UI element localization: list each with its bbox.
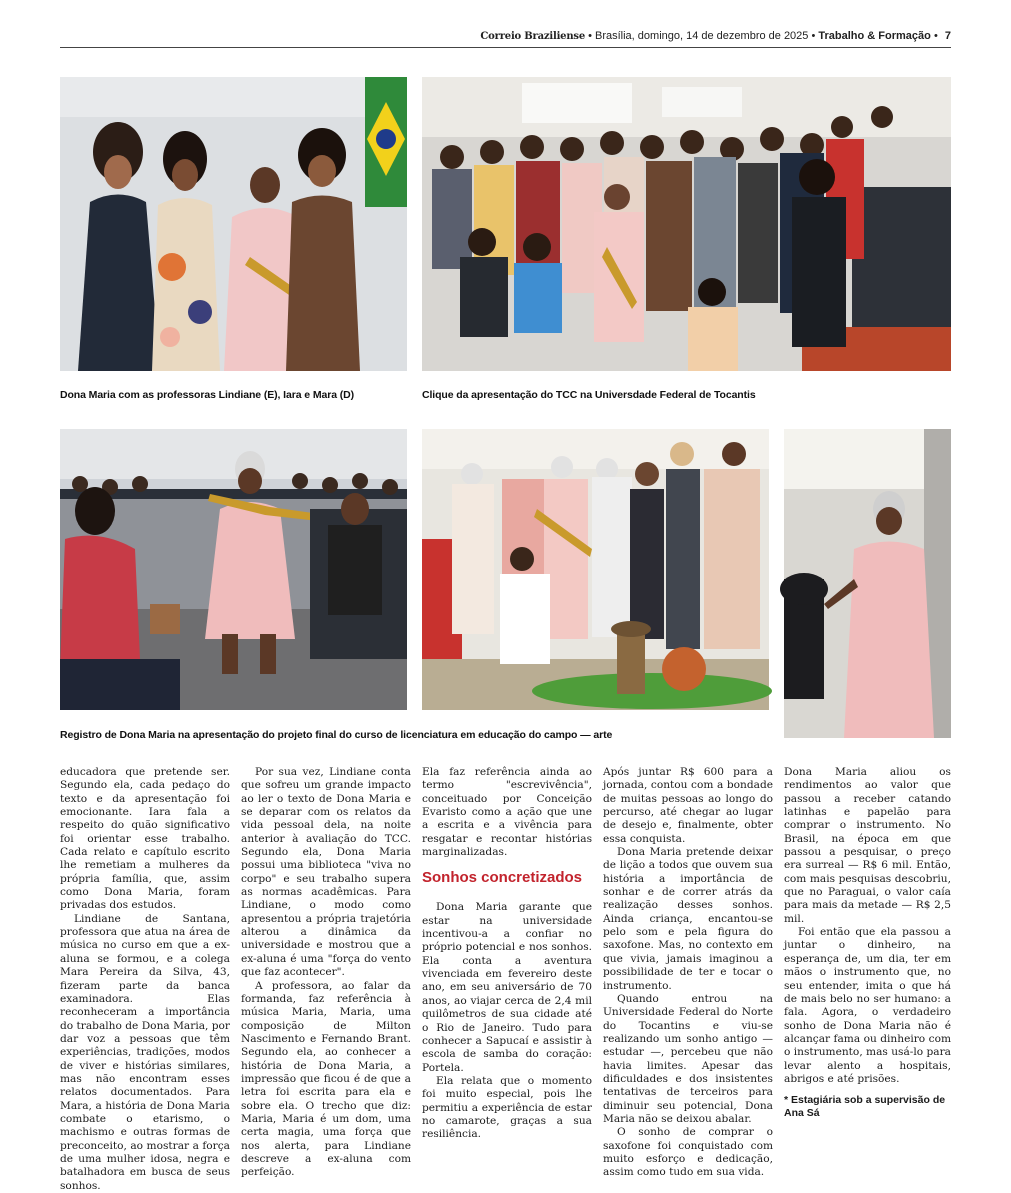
paragraph: Quando entrou na Universidade Federal do Norte do Tocantins e viu-se realizando um sonho antigo — estudar —, percebeu que não havia limites. Apesar das dificuldades e dos insistentes tentativas de terceiros para diminuir seu potencial, Dona Maria não se deixou abalar. (603, 992, 773, 1125)
article-column-1 (60, 766, 230, 1192)
photo-saxophone-auditorium (60, 429, 407, 710)
photo-dona-maria-professors (60, 77, 407, 371)
page-number: 7 (944, 30, 951, 42)
caption-photo-tcc: Clique da apresentação do TCC na Universdade Federal de Tocantis (422, 389, 756, 401)
subheading: Sonhos concretizados (422, 869, 583, 887)
paragraph: Foi então que ela passou a juntar o dinheiro, na esperança de, um dia, ter em mãos o instrumento que, no seu entender, imita o que há de mais belo no ser humano: a fala. Agora, o verdadeiro sonho de Dona Maria não é alcançar fama ou dinheiro com o instrumento, mas usá-lo para levar alento a hospitais, abrigos e até prisões. (784, 926, 951, 1085)
newspaper-brand: Correio Braziliense (480, 31, 586, 42)
article-column-4 (603, 766, 773, 1179)
paragraph: Ela relata que o momento foi muito especial, pois lhe permitiu a experiência de estar no camarote, graças a sua resiliência. (422, 1074, 592, 1141)
photo-group-mortar (422, 429, 769, 710)
author-note: * Estagiária sob a supervisão de Ana Sá (784, 1094, 946, 1120)
paragraph: Ela faz referência ainda ao termo "escrevivência", conceituado por Conceição Evaristo como a ação que une a escrita e a vivência para resgatar e recontar histórias marginalizadas. (422, 766, 592, 859)
page-header (60, 30, 951, 48)
photo-tcc-group (422, 77, 951, 371)
header-section: Trabalho & Formação (818, 30, 931, 42)
photo-dona-maria-speaking (784, 429, 951, 738)
caption-photo-professors: Dona Maria com as professoras Lindiane (E), Iara e Mara (D) (60, 389, 355, 401)
article-column-2 (241, 766, 411, 1179)
paragraph: Por sua vez, Lindiane conta que sofreu um grande impacto ao ler o texto de Dona Maria e se deparar com os relatos da vida pessoal dela, na noite anterior à avaliação do TCC. Segundo ela, Dona Maria possui uma biblioteca "viva no corpo" e seu trabalho supera as normas acadêmicas. Para Lindiane, o modo como apresentou a própria trajetória alterou a dinâmica da universidade e mostrou que a ex-aluna é uma "força do vento que faz acontecer". (241, 766, 411, 979)
paragraph: Dona Maria pretende deixar de lição a todos que ouvem sua história a importância de sonhar e de correr atrás da realização desses sonhos. Ainda criança, encantou-se pelo som e pela figura do saxofone. Mas, no contexto em que vivia, jamais imaginou a possibilidade de ter e tocar o instrumento. (603, 846, 773, 992)
header-separator: • (588, 30, 592, 42)
caption-bottom-photos: Registro de Dona Maria na apresentação do projeto final do curso de licenciatura em educação do campo — arte (60, 729, 613, 741)
article-column-5 (784, 766, 951, 1126)
header-separator: • (933, 30, 938, 42)
header-rule (60, 47, 951, 48)
header-separator: • (811, 30, 816, 42)
paragraph: Após juntar R$ 600 para a jornada, contou com a bondade de muitas pessoas ao longo do percurso, até chegar ao lugar de desejo e, finalmente, obter essa conquista. (603, 766, 773, 845)
article-column-3 (422, 766, 592, 1141)
paragraph: O sonho de comprar o saxofone foi conquistado com muito esforço e dedicação, assim como tudo em sua vida. (603, 1126, 773, 1179)
paragraph: Dona Maria garante que estar na universidade incentivou-a a confiar no próprio potencial e nos sonhos. Ela conta a aventura vivenciada em fevereiro deste ano, em seu aniversário de 70 anos, ao viajar cerca de 2,4 mil quilômetros de sua cidade até o Rio de Janeiro. Tudo para conhecer a Sapucaí e assistir à escola de samba do coração: Portela. (422, 901, 592, 1074)
paragraph: Lindiane de Santana, professora que atua na área de música no curso em que a ex-aluna se formou, e a colega Mara Pereira da Silva, 43, fizeram parte da banca examinadora. Elas reconheceram a importância do trabalho de Dona Maria, por dar voz a pessoas que têm experiências, tradições, modos de viver e histórias similares, mas não encontram esses relatos documentados. Para Mara, a história de Dona Maria combate o etarismo, o machismo e outras formas de preconceito, ao mostrar a força de uma mulher idosa, negra e batalhadora em busca de seus sonhos. (60, 912, 230, 1192)
paragraph: Dona Maria aliou os rendimentos ao valor que passou a receber catando latinhas e papelão para comprar o instrumento. No Brasil, na época em que passou a pesquisar, o preço era surreal — R$ 6 mil. Então, com mais pesquisas descobriu, que no Paraguai, o valor caía para mais da metade — R$ 2,5 mil. (784, 766, 951, 925)
paragraph: A professora, ao falar da formanda, faz referência à música Maria, Maria, uma composição de Milton Nascimento e Fernando Brant. Segundo ela, ao conhecer a história de Dona Maria, a impressão que ficou é de que a letra foi escrita para ela e sobre ela. O trecho que diz: Maria, Maria é um dom, uma certa magia, uma força que nos alerta, para Lindiane descreve a ex-aluna com perfeição. (241, 979, 411, 1179)
paragraph: educadora que pretende ser. Segundo ela, cada pedaço do texto e da apresentação foi emocionante. Iara fala a respeito do quão significativo foi orientar esse trabalho. Cada relato e capítulo escrito lhe remetiam a mulheres da própria família, que, assim como Dona Maria, foram privadas dos estudos. (60, 766, 230, 912)
header-dateline: Brasília, domingo, 14 de dezembro de 2025 (595, 30, 809, 42)
